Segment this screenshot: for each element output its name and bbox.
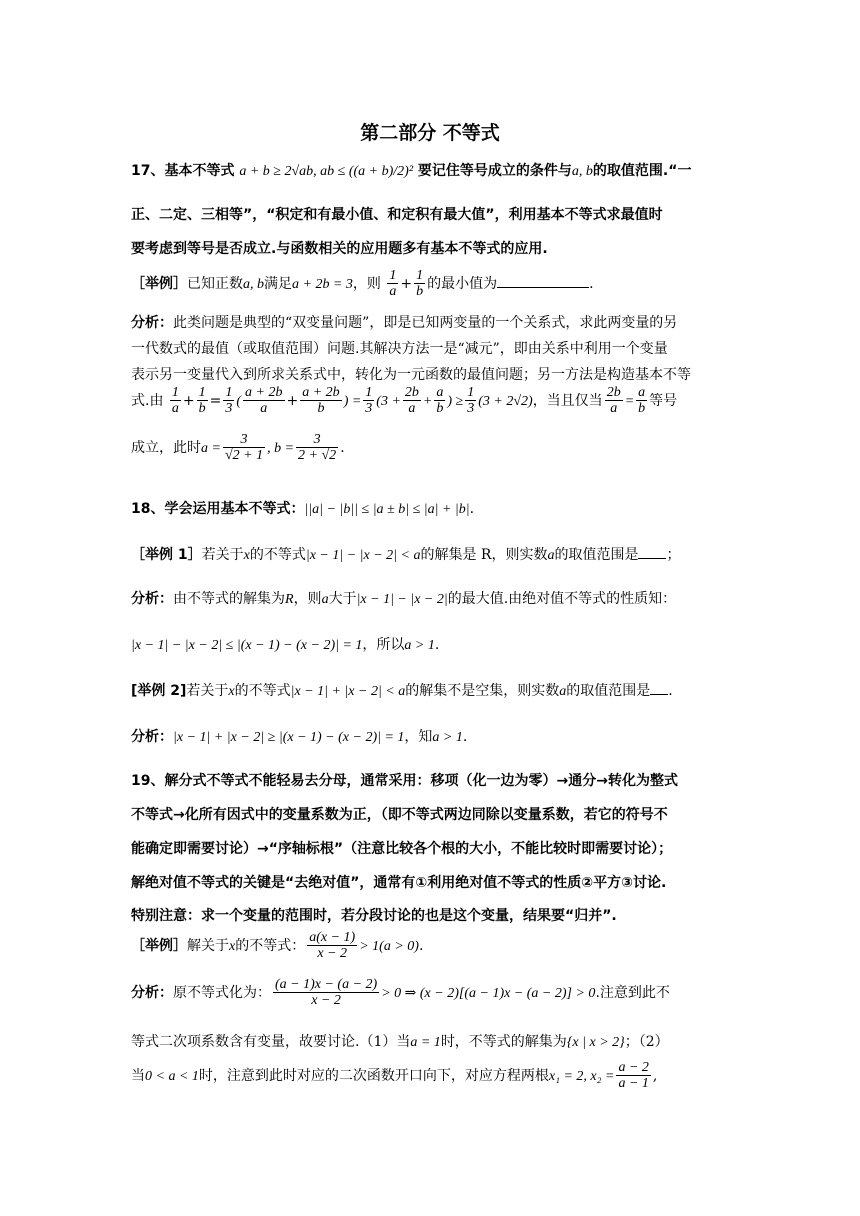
ex-text: 的最小值为 [427,275,498,292]
s18-formula: ||a| − |b|| ≤ |a ± b| ≤ |a| + |b| [304,502,470,517]
s17-ana2: 一代数式的最值（或取值范围）问题.其解决方法一是“减元”，即由关系中利用一个变量 [131,341,668,357]
example-label: ［举例 1］ [131,547,202,563]
s19-ana-line3: 当0 < a < 1时，注意到此时对应的二次函数开口向下，对应方程两根x₁ = 2, x₂ = $\frac{a - 2}{a - 1}$ , [131,1060,658,1092]
frac-1-b: $\frac{1}{b}$ [416,268,424,300]
s17-lead: 17、基本不等式 [131,163,235,179]
s17-ana5: 成立，此时a = $\frac{3}{√2 + 1}$ , b = $\frac{3}{2 + √2}$ . [131,432,345,464]
frac: $\frac{a + 2b}{b}$ [302,385,340,417]
frac: $\frac{a - 2}{a - 1}$ [618,1060,649,1092]
example-label: ［举例］ [131,275,187,292]
frac: $\frac{a + 2b}{a}$ [245,385,283,417]
analysis-text: 等号 [649,392,678,409]
s17-formula: a + b ≥ 2√ab, ab ≤ ((a + b)/2)² [239,164,414,179]
s19-line5: 特别注意：求一个变量的范围时，若分段讨论的也是这个变量，结果要“归并”. [131,908,617,924]
s19-analysis: 分析：原不等式化为： $\frac{(a - 1)x - (a - 2)}{x - 2}$ > 0 ⇒ (x − 2)[(a − 1)x − (a − 2)] > 0.注意到此不 [131,977,670,1009]
s18-ana1: 分析：由不等式的解集为R，则a大于|x − 1| − |x − 2|的最大值.由绝对值不等式的性质知： [131,591,677,607]
frac: $\frac{1}{3}$ [365,385,373,417]
s17-ana4: 式.由 $\frac{1}{a}$ + $\frac{1}{b}$ = $\frac{1}{3}$ ( $\frac{a + 2b}{a}$ + $\frac{a + 2b}{b}$ ) = $\frac{1}{3}$ (3 + $\frac{2b}{a}$ + $\frac{a}{b}$ ) ≥ $\frac{1}{3}$ (3 + 2√2)，当且仅当 $\frac{2b}{a}$ = $\frac{a}{b}$ 等号 [131,385,678,417]
s19-ana-line2: 等式二次项系数含有变量，故要讨论.（1）当a = 1时，不等式的解集为{x | x > 2}；（2） [131,1034,669,1050]
s17-ana3: 表示另一变量代入到所求关系式中，转化为一元函数的最值问题；另一方法是构造基本不等 [131,367,691,383]
analysis-label: 分析： [131,591,173,607]
analysis-text: 式.由 [131,392,164,409]
s17-line3: 要考虑到等号是否成立.与函数相关的应用题多有基本不等式的应用. [131,241,548,257]
frac: $\frac{1}{b}$ [198,385,206,417]
ex-text: 满足 [264,275,292,292]
s19-example: ［举例］解关于x的不等式： $\frac{a(x - 1)}{x - 2}$ > 1(a > 0). [131,930,424,962]
s18-head-text: 18、学会运用基本不等式： [131,501,305,517]
frac: $\frac{3}{2 + √2}$ [298,432,337,464]
example-label: [举例 2] [131,683,187,699]
frac: $\frac{1}{3}$ [467,385,475,417]
s17-ab: a, b [571,164,593,179]
answer-blank [650,682,668,695]
s19-line4: 解绝对值不等式的关键是“去绝对值”，通常有①利用绝对值不等式的性质②平方③讨论. [131,875,667,891]
s18-ana1-line2: |x − 1| − |x − 2| ≤ |(x − 1) − (x − 2)| = 1，所以a > 1. [131,637,440,653]
answer-blank [497,275,589,288]
ex-text: ，则 [352,275,381,292]
frac: $\frac{2b}{a}$ [606,385,621,417]
frac: $\frac{1}{3}$ [225,385,233,417]
answer-blank [638,546,666,559]
s17-example: ［举例］已知正数a, b满足a + 2b = 3，则 $\frac{1}{a}$ + $\frac{1}{b}$ 的最小值为 . [131,268,594,300]
s18-ex2: [举例 2]若关于x的不等式|x − 1| + |x − 2| < a的解集不是空集，则实数a的取值范围是 . [131,683,673,699]
s18-ana2: 分析：|x − 1| + |x − 2| ≥ |(x − 1) − (x − 2)| = 1，知a > 1. [131,729,468,745]
frac: $\frac{a}{b}$ [436,385,444,417]
ex-ab: a, b [243,276,264,292]
s18-head: 18、学会运用基本不等式：||a| − |b|| ≤ |a ± b| ≤ |a| + |b|. [131,501,475,517]
frac: $\frac{1}{a}$ [171,385,179,417]
frac: $\frac{3}{√2 + 1}$ [224,432,264,464]
frac: $\frac{a}{b}$ [638,385,646,417]
analysis-text: 成立，此时 [131,439,201,456]
s19-line3: 能确定即需要讨论）→“序轴标根”（注意比较各个根的大小，不能比较时即需要讨论）； [131,841,673,857]
section-title: 第二部分 不等式 [360,122,500,144]
frac: $\frac{(a - 1)x - (a - 2)}{x - 2}$ [275,977,378,1009]
ex-text: 已知正数 [187,275,243,292]
frac: $\frac{2b}{a}$ [404,385,419,417]
s17-tail-c: 的取值范围.“一 [592,163,692,179]
frac-1-a: $\frac{1}{a}$ [389,268,397,300]
frac: $\frac{a(x - 1)}{x - 2}$ [309,930,356,962]
analysis-label: 分析： [131,315,173,331]
s17-tail: 要记住等号成立的条件与 [417,163,572,179]
analysis-label: 分析： [131,729,173,745]
example-label: ［举例］ [131,937,187,954]
s17-line2: 正、二定、三相等”，“积定和有最小值、和定积有最大值”，利用基本不等式求最值时 [131,207,663,223]
s19-line2: 不等式→化所有因式中的变量系数为正，（即不等式两边同除以变量系数，若它的符号不 [131,807,668,823]
analysis-text: ，当且仅当 [532,392,603,409]
analysis-label: 分析： [131,984,173,1001]
analysis-text: 此类问题是典型的“双变量问题”，即是已知两变量的一个关系式，求此两变量的另 [173,315,678,331]
ex-condition: a + 2b = 3 [292,276,353,292]
s18-ex1: ［举例 1］若关于x的不等式|x − 1| − |x − 2| < a的解集是 R，则实数a的取值范围是 ； [131,547,681,563]
s19-line1: 19、解分式不等式不能轻易去分母，通常采用：移项（化一边为零）→通分→转化为整式 [131,773,678,789]
s17-ana1 [131,312,731,332]
s17-line1 [131,160,731,180]
